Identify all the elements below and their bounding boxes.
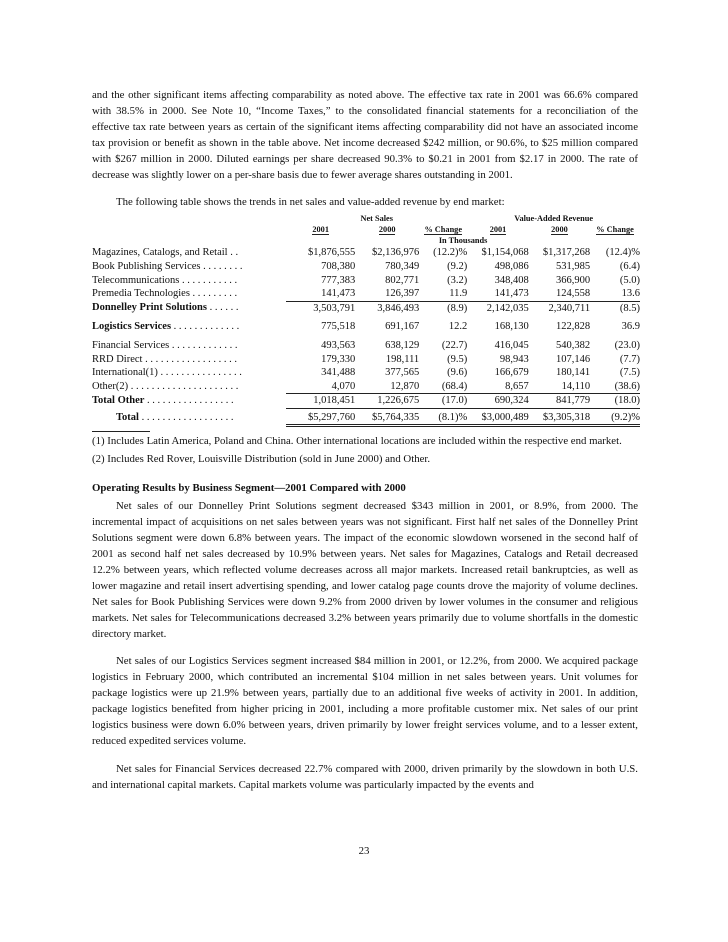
- net-sales-table: [92, 213, 640, 427]
- cell: 638,129: [385, 339, 420, 351]
- col-2001-va: 2001: [489, 225, 507, 235]
- cell: $3,305,318: [529, 408, 590, 426]
- leader-dots: . . . . . . . . . . . . . . . . . .: [142, 353, 237, 365]
- cell: 780,349: [385, 260, 420, 272]
- paragraph-print-solutions: Net sales of our Donnelley Print Solutions segment decreased $343 million in 2001, or 8.9%, from 2000. The incremental impact of acquisitions on net sales between years was not significant. First half net sales of the Donnelley Print Solutions segment were down 6.8% between years. The impact of the economic slowdown worsened in the second half of 2001 as second half net sales decreased by 10.9% between years. Net sales for Magazines, Catalogs and Retail decreased 12.2% between years, which reflected volume decreases across all major markets. Increased retail bankruptcies, as well as lower magazine and retail insert advertising spending, and lower catalog page counts drove the majority of volume declines. Net sales for Book Publishing Services were down 9.2% from 2000 driven by lower volumes in the consumer and religious markets. Net sales for Telecommunications decreased 3.2% between years primarily due to volume shortfalls in the domestic directory market.: [92, 500, 638, 640]
- leader-dots: . . . . . . . . . . .: [179, 274, 238, 286]
- cell: (6.4): [619, 260, 640, 272]
- cell: 122,828: [556, 321, 591, 333]
- col-change-net: % Change: [424, 225, 463, 235]
- row-label: Magazines, Catalogs, and Retail: [92, 247, 228, 259]
- cell: $1,154,068: [481, 247, 529, 259]
- page-number: 23: [358, 845, 370, 857]
- table-row: [92, 246, 640, 260]
- leader-dots: . . . . . . . . . . . . .: [169, 339, 238, 351]
- cell: (17.0): [419, 394, 467, 409]
- cell: 775,518: [321, 321, 356, 333]
- cell: 180,141: [556, 367, 591, 379]
- cell: (9.6): [447, 367, 468, 379]
- cell: 166,679: [494, 367, 529, 379]
- cell: 3,503,791: [286, 301, 355, 315]
- cell: 377,565: [385, 367, 420, 379]
- paragraph-financial-services: Net sales for Financial Services decreased 22.7% compared with 2000, driven primarily by the slowdown in both U.S. and international capital markets. Capital markets volume was particularly impacted by the events and: [92, 762, 638, 791]
- cell: (18.0): [590, 394, 640, 409]
- cell: 531,985: [556, 260, 591, 272]
- cell: $5,764,335: [355, 408, 419, 426]
- cell: 341,488: [321, 367, 356, 379]
- cell: 12,870: [390, 380, 420, 392]
- section-heading: Operating Results by Business Segment—2001 Compared with 2000: [92, 482, 406, 495]
- table-row: [92, 287, 640, 301]
- leader-dots: . . . . . . . . . . . . . . . .: [157, 367, 242, 379]
- cell: (12.4)%: [605, 247, 640, 259]
- footnote-2: (2) Includes Red Rover, Louisville Distribution (sold in June 2000) and Other.: [92, 453, 431, 466]
- row-label: Logistics Services: [92, 321, 172, 333]
- cell: 690,324: [467, 394, 528, 409]
- cell: (38.6): [614, 380, 640, 392]
- leader-dots: . . . . . . . . . . . . .: [171, 321, 240, 333]
- cell: 12.2: [448, 321, 468, 333]
- cell: (3.2): [447, 274, 468, 286]
- leader-dots: . .: [227, 247, 239, 259]
- table-row: [92, 260, 640, 274]
- paragraph-logistics: Net sales of our Logistics Services segment increased $84 million in 2001, or 12.2%, from 2000. We acquired package logistics in February 2000, which contributed an incremental $104 million in net sales between years. Unit volumes for package logistics were up 21.9% between years, partially due to an additional five weeks of activity in 2001. In addition, package logistics benefited from higher pricing in 2001, including a more profitable customer mix. Net sales of our print logistics business were down 6.0% between years, driven primarily by lower freight services volume, and to a lesser extent, reduced expedited services volume.: [92, 655, 638, 747]
- cell: (5.0): [619, 274, 640, 286]
- table-row-subtotal: [92, 315, 640, 334]
- cell: 126,397: [385, 288, 420, 300]
- leader-dots: . . . . . . . . . . . . . . . . . . . . .: [128, 380, 239, 392]
- table-row-subtotal: [92, 394, 640, 409]
- cell: 2,142,035: [467, 301, 528, 315]
- cell: $5,297,760: [286, 408, 355, 426]
- row-label: Telecommunications: [92, 274, 180, 286]
- paragraph-tax-rate: and the other significant items affecting comparability as noted above. The effective tax rate in 2001 was 66.6% compared with 38.5% in 2000. See Note 10, “Income Taxes,” to the consolidated financial statements for a reconciliation of the effective tax rate between years as certain of the significant items affecting comparability did not have an associated income tax provision or benefit as shown in the table above. Net income decreased $242 million, or 90.6%, to $25 million compared with $267 million in 2000. Diluted earnings per share decreased 90.3% to $0.21 in 2001 from $2.17 in 2000. The rate of decrease was slightly lower on a per-share basis due to fewer average shares outstanding in 2001.: [92, 89, 638, 181]
- row-label: Other(2): [92, 380, 129, 392]
- footnote-1: (1) Includes Latin America, Poland and China. Other international locations are included within the respective end market.: [92, 435, 622, 448]
- row-label: Total: [116, 412, 139, 424]
- cell: 416,045: [494, 339, 529, 351]
- cell: 777,383: [321, 274, 356, 286]
- cell: 124,558: [556, 288, 591, 300]
- cell: 841,779: [529, 394, 590, 409]
- paragraph-table-intro: The following table shows the trends in net sales and value-added revenue by end market:: [116, 196, 505, 209]
- cell: 4,070: [331, 380, 356, 392]
- cell: 141,473: [494, 288, 529, 300]
- cell: (9.2)%: [590, 408, 640, 426]
- cell: 107,146: [556, 353, 591, 365]
- table-row: [92, 366, 640, 380]
- table-row-total: [92, 408, 640, 426]
- table-row: [92, 334, 640, 353]
- cell: 708,380: [321, 260, 356, 272]
- row-label: Financial Services: [92, 339, 170, 351]
- cell: (9.2): [447, 260, 468, 272]
- row-label: Total Other: [92, 395, 145, 407]
- cell: 198,111: [385, 353, 420, 365]
- leader-dots: . . . . . . . . . . . . . . . . . .: [138, 412, 234, 424]
- cell: 366,900: [556, 274, 591, 286]
- cell: 141,473: [321, 288, 356, 300]
- cell: 36.9: [621, 321, 640, 333]
- cell: 8,657: [505, 380, 529, 392]
- cell: 3,846,493: [355, 301, 419, 315]
- cell: 1,018,451: [286, 394, 355, 409]
- unit-label: In Thousands: [438, 236, 488, 246]
- cell: 540,382: [556, 339, 591, 351]
- cell: (7.5): [619, 367, 640, 379]
- cell: (9.5): [447, 353, 468, 365]
- row-label: RRD Direct: [92, 353, 143, 365]
- cell: (22.7): [441, 339, 468, 351]
- col-change-va: % Change: [596, 225, 634, 235]
- cell: 493,563: [321, 339, 356, 351]
- group-value-added: Value-Added Revenue: [514, 214, 594, 224]
- cell: 2,340,711: [529, 301, 590, 315]
- cell: 498,086: [494, 260, 529, 272]
- cell: 348,408: [494, 274, 529, 286]
- col-2001-net: 2001: [312, 225, 329, 235]
- row-label: Book Publishing Services: [92, 260, 201, 272]
- cell: $1,876,555: [307, 247, 356, 259]
- table-unit-row: [92, 235, 640, 246]
- table-row: [92, 274, 640, 288]
- cell: 1,226,675: [355, 394, 419, 409]
- cell: 691,167: [385, 321, 420, 333]
- cell: (23.0): [614, 339, 640, 351]
- group-net-sales: Net Sales: [360, 214, 393, 224]
- cell: (68.4): [441, 380, 468, 392]
- table-row: [92, 353, 640, 367]
- table-row-subtotal: [92, 301, 640, 315]
- table-row: [92, 380, 640, 394]
- document-page: [92, 88, 638, 794]
- cell: (7.7): [619, 353, 640, 365]
- table-column-header: [92, 224, 640, 235]
- row-label: International(1): [92, 367, 158, 379]
- row-label: Premedia Technologies: [92, 288, 190, 300]
- cell: $1,317,268: [542, 247, 591, 259]
- cell: 14,110: [561, 380, 591, 392]
- leader-dots: . . . . . . . .: [200, 260, 243, 272]
- cell: 11.9: [449, 288, 468, 300]
- leader-dots: . . . . . .: [206, 302, 239, 314]
- cell: 98,943: [499, 353, 529, 365]
- table-group-header: [92, 213, 640, 224]
- cell: 13.6: [621, 288, 640, 300]
- cell: $3,000,489: [467, 408, 528, 426]
- cell: $2,136,976: [371, 247, 420, 259]
- cell: 802,771: [385, 274, 420, 286]
- leader-dots: . . . . . . . . .: [189, 288, 238, 300]
- cell: 168,130: [494, 321, 529, 333]
- cell: 179,330: [321, 353, 356, 365]
- cell: (12.2)%: [433, 247, 468, 259]
- cell: (8.9): [419, 301, 467, 315]
- cell: (8.1)%: [419, 408, 467, 426]
- leader-dots: . . . . . . . . . . . . . . . . .: [144, 395, 234, 407]
- row-label: Donnelley Print Solutions: [92, 302, 207, 314]
- footnote-divider: [92, 431, 150, 432]
- col-2000-net: 2000: [378, 225, 396, 235]
- cell: (8.5): [590, 301, 640, 315]
- col-2000-va: 2000: [551, 225, 568, 235]
